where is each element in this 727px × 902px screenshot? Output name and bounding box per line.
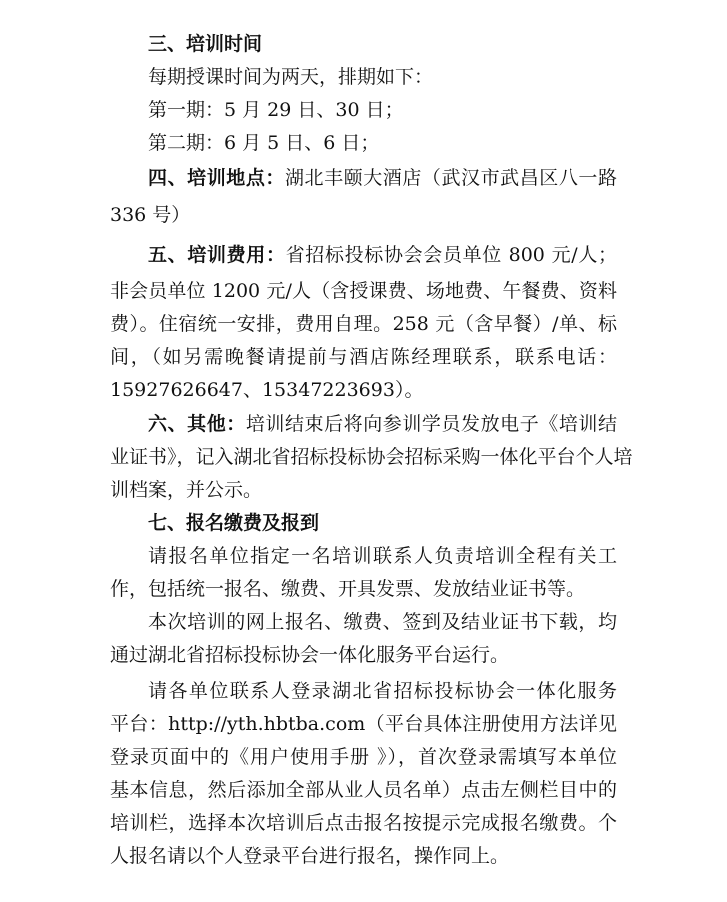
- fee-line-5: 15927626647、15347223693）。: [110, 379, 424, 401]
- registration-p3-line-6: 人报名请以个人登录平台进行报名，操作同上。: [110, 845, 510, 867]
- registration-p3-line-2: 平台：http://yth.hbtba.com（平台具体注册使用方法详见: [110, 713, 617, 735]
- registration-p3-line-3: 登录页面中的《用户使用手册 》），首次登录需填写本单位: [110, 746, 617, 768]
- other-text: 培训结束后将向参训学员发放电子《培训结: [245, 413, 617, 435]
- schedule-intro: 每期授课时间为两天，排期如下：: [148, 66, 434, 88]
- schedule-period-2: 第二期：6 月 5 日、6 日；: [148, 132, 380, 154]
- other-line-2: 业证书》，记入湖北省招标投标协会招标采购一体化平台个人培: [110, 446, 633, 468]
- registration-p2-line-1: 本次培训的网上报名、缴费、签到及结业证书下载，均: [148, 611, 617, 633]
- section-heading-registration: 七、报名缴费及报到: [148, 512, 320, 534]
- section-heading-training-time: 三、培训时间: [148, 33, 263, 55]
- registration-p3-line-5: 培训栏，选择本次培训后点击报名按提示完成报名缴费。个: [110, 812, 617, 834]
- registration-p3-line-1: 请各单位联系人登录湖北省招标投标协会一体化服务: [148, 680, 617, 702]
- other-label: 六、其他：: [148, 413, 246, 435]
- venue-line-2: 336 号）: [110, 204, 191, 226]
- registration-p3-line-4: 基本信息，然后添加全部从业人员名单）点击左侧栏目中的: [110, 779, 617, 801]
- venue-line-1: [148, 163, 617, 193]
- fee-label: 五、培训费用：: [148, 244, 286, 266]
- schedule-period-1: 第一期：5 月 29 日、30 日；: [148, 99, 404, 121]
- venue-label: 四、培训地点：: [148, 167, 285, 189]
- other-line-3: 训档案，并公示。: [110, 479, 263, 501]
- fee-line-2: 非会员单位 1200 元/人（含授课费、场地费、午餐费、资料: [110, 280, 617, 302]
- registration-p1-line-1: 请报名单位指定一名培训联系人负责培训全程有关工: [148, 545, 617, 567]
- other-line-1: [148, 409, 617, 439]
- registration-p2-line-2: 通过湖北省招标投标协会一体化服务平台运行。: [110, 644, 510, 666]
- fee-text: 省招标投标协会会员单位 800 元/人；: [285, 244, 617, 266]
- fee-line-1: [148, 240, 617, 270]
- fee-line-4: 间，（如另需晚餐请提前与酒店陈经理联系，联系电话：: [110, 346, 617, 368]
- venue-text: 湖北丰颐大酒店（武汉市武昌区八一路: [284, 167, 617, 189]
- registration-p1-line-2: 作，包括统一报名、缴费、开具发票、发放结业证书等。: [110, 578, 586, 600]
- fee-line-3: 费）。住宿统一安排，费用自理。258 元（含早餐）/单、标: [110, 313, 617, 335]
